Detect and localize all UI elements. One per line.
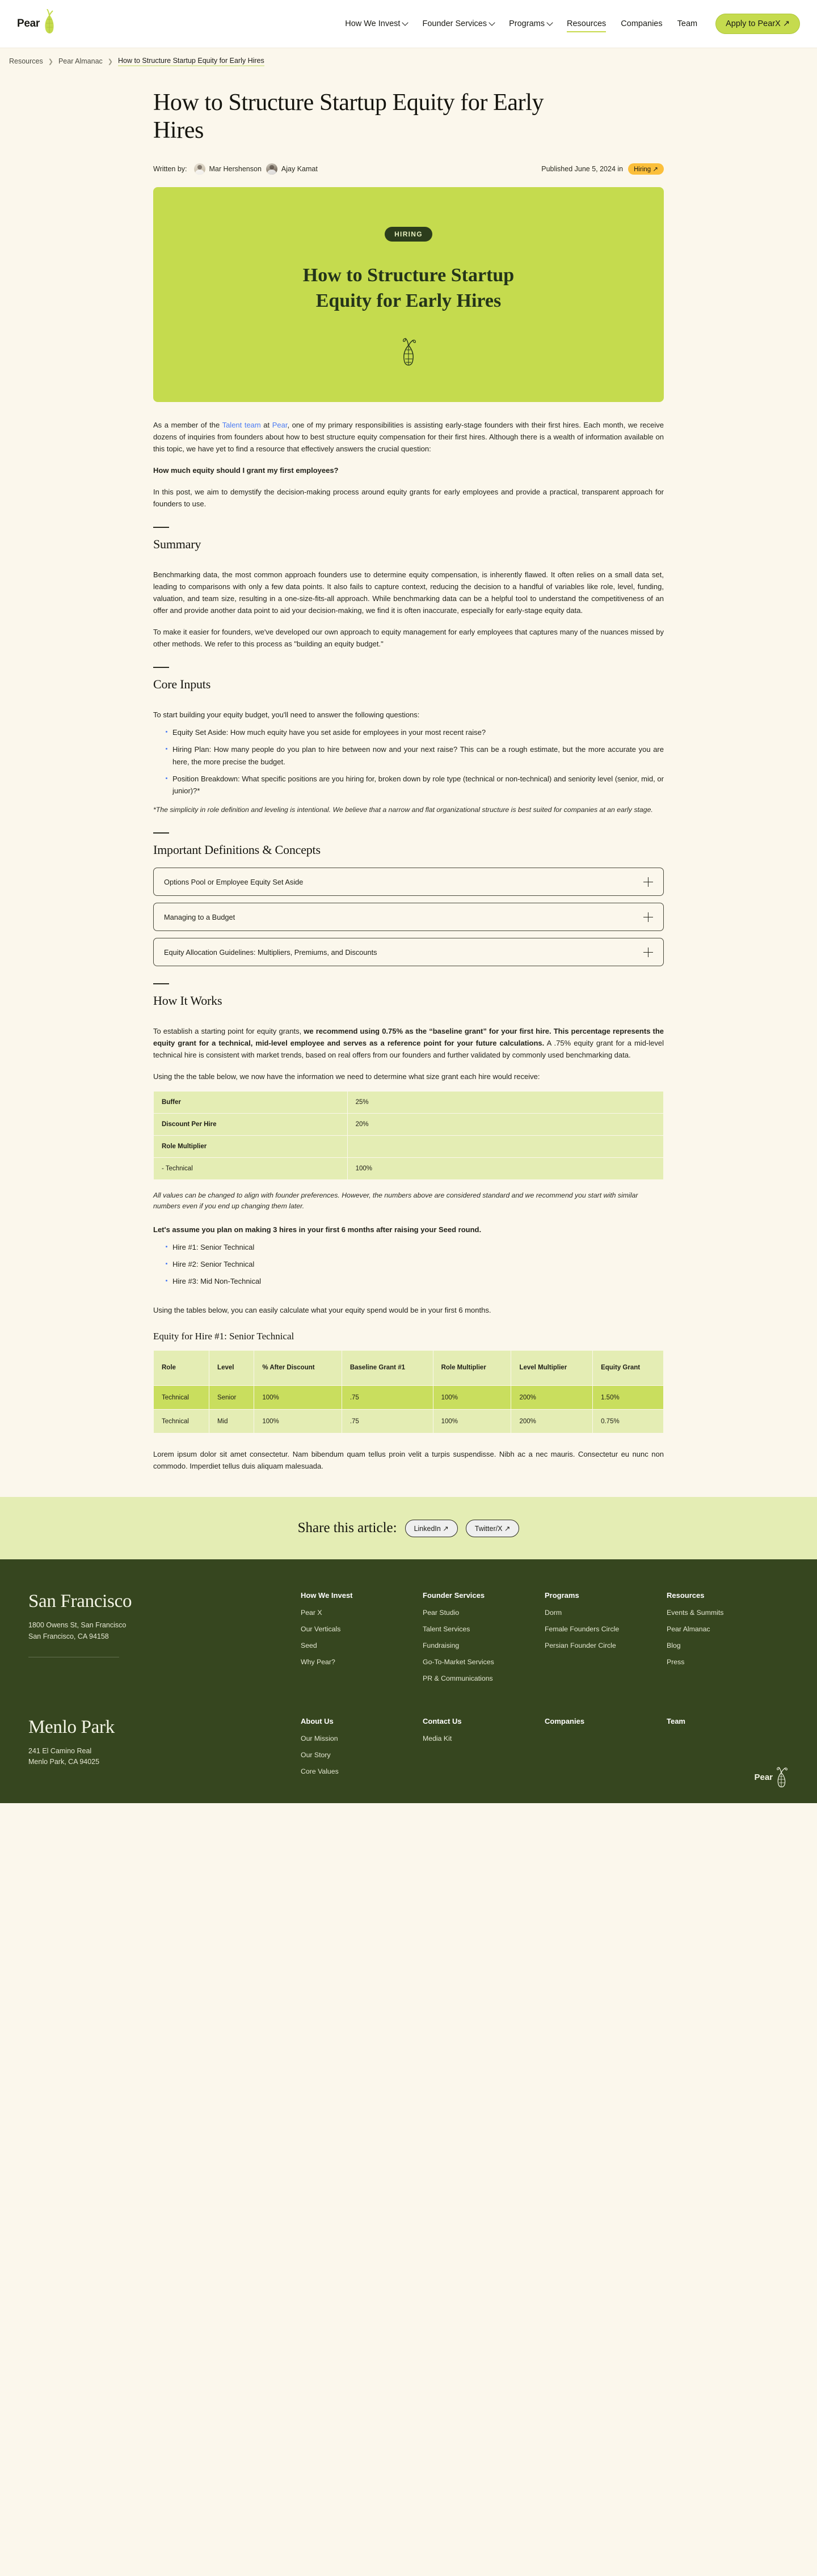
table-cell-value: 100% [347, 1157, 663, 1179]
chevron-down-icon [402, 19, 408, 26]
pear-logo-icon [774, 1766, 789, 1788]
nav-item-programs[interactable] [509, 19, 552, 28]
site-footer [0, 1559, 817, 1803]
list-item: Hire #3: Mid Non-Technical [166, 1275, 664, 1287]
column-header-equity-grant: Equity Grant [593, 1351, 664, 1386]
nav-label: Founder Services [422, 19, 487, 28]
table-cell: 100% [254, 1386, 342, 1410]
list-item: Hire #2: Senior Technical [166, 1258, 664, 1270]
share-twitter-button[interactable]: Twitter/X ↗ [466, 1520, 520, 1537]
footer-column-title: Programs [545, 1591, 579, 1600]
bullet-label: Position Breakdown: [172, 774, 240, 783]
hiw-text-b: A .75% equity grant for a mid-level technical hire is consistent with market trends, based on real offers from our founders and further validated by commonly used benchmarking data. [153, 1039, 664, 1060]
footer-link-list [301, 1735, 423, 1776]
byline [153, 163, 664, 175]
table-cell-key: Buffer [154, 1091, 348, 1113]
footer-column-title: Founder Services [423, 1591, 485, 1600]
footer-column-title: Contact Us [423, 1717, 462, 1726]
hires-list [166, 1241, 664, 1287]
nav-item-founder-services[interactable] [422, 19, 494, 28]
bullet-text: What specific positions are you hiring for, broken down by role type (technical or non-technical) and seniority level (senior, mid, or junior)?* [172, 774, 664, 795]
table-cell: 200% [511, 1386, 593, 1410]
footer-link[interactable]: Why Pear? [301, 1658, 335, 1666]
section-title-how-it-works: How It Works [153, 993, 222, 1008]
footer-link[interactable]: Talent Services [423, 1625, 470, 1634]
footer-link[interactable]: Our Verticals [301, 1625, 341, 1634]
share-section [0, 1497, 817, 1559]
footer-link[interactable]: Media Kit [423, 1735, 452, 1743]
address-line-2: San Francisco, CA 94158 [28, 1632, 109, 1640]
table-cell: .75 [342, 1410, 433, 1433]
breadcrumb-item-current: How to Structure Startup Equity for Early Hires [118, 57, 264, 66]
table-cell: 100% [254, 1410, 342, 1433]
hero-badge: HIRING [385, 227, 432, 242]
pear-logo-icon [41, 9, 58, 39]
site-header [0, 0, 817, 48]
footer-link[interactable]: PR & Communications [423, 1674, 493, 1683]
nav-item-how-we-invest[interactable] [345, 19, 407, 28]
intro-text-c: , one of my primary responsibilities is assisting early-stage founders with their first hires. Each month, we receive dozens of inquiries from founders about how to best structure equity compensation for their first hires. Although there is a wealth of information available on this topic, we have yet to find a resource that effectively answers the crucial question: [153, 420, 664, 453]
list-item [166, 726, 664, 738]
footer-link[interactable]: Events & Summits [667, 1609, 724, 1617]
how-it-works-prose [153, 1025, 664, 1082]
plus-icon[interactable] [643, 877, 653, 887]
footer-link[interactable]: Core Values [301, 1767, 339, 1776]
office-address [28, 1620, 301, 1642]
section-title-definitions: Important Definitions & Concepts [153, 843, 321, 857]
author-mar-hershenson[interactable] [194, 163, 262, 175]
address-line-1: 1800 Owens St, San Francisco [28, 1621, 127, 1630]
section-title-core-inputs: Core Inputs [153, 677, 211, 692]
table-row [154, 1410, 664, 1433]
table-cell: 100% [433, 1386, 511, 1410]
footer-link[interactable]: Pear Almanac [667, 1625, 710, 1634]
chevron-down-icon [546, 19, 553, 26]
table-row [154, 1386, 664, 1410]
footer-top-block [28, 1591, 789, 1691]
core-inputs-prose [153, 709, 664, 721]
footer-link-list [545, 1609, 667, 1651]
table-caption-hire-1: Equity for Hire #1: Senior Technical [153, 1331, 294, 1342]
share-label: Share this article: [297, 1520, 397, 1536]
outro-paragraph: Lorem ipsum dolor sit amet consectetur. Nam bibendum quam tellus proin velit a turpis suspendisse. Nibh ac a nec mauris. Consectetur eu nunc non commodo. Imperdiet tellus duis aliquam malesuada. [153, 1450, 664, 1471]
footer-link-list [423, 1609, 545, 1684]
nav-label: Programs [509, 19, 545, 28]
list-item [166, 773, 664, 797]
footer-link[interactable]: Blog [667, 1642, 681, 1650]
avatar [266, 163, 277, 175]
apply-to-pearx-button[interactable]: Apply to PearX ↗ [715, 14, 800, 34]
footer-link[interactable]: Seed [301, 1642, 317, 1650]
breadcrumb-separator-icon: ❯ [48, 58, 53, 65]
hero-pear-icon [176, 336, 641, 371]
bullet-label: Hiring Plan: [172, 745, 212, 754]
definitions-accordion [153, 868, 664, 966]
article [153, 74, 664, 1472]
accordion-label: Equity Allocation Guidelines: Multipliers, Premiums, and Discounts [164, 948, 377, 957]
section-title-summary: Summary [153, 537, 201, 552]
nav-label: Team [677, 19, 698, 28]
footer-link-list [667, 1609, 789, 1667]
table-cell: Mid [209, 1410, 254, 1433]
footer-link[interactable]: Our Story [301, 1751, 331, 1759]
accordion-label: Managing to a Budget [164, 912, 235, 921]
hero-card [153, 187, 664, 401]
accordion-label: Options Pool or Employee Equity Set Aside [164, 877, 304, 886]
intro-text-b: at [260, 420, 272, 429]
intro-question: How much equity should I grant my first employees? [153, 466, 339, 475]
intro-prose [153, 419, 664, 510]
assume-line: Let's assume you plan on making 3 hires in your first 6 months after raising your Seed round. [153, 1225, 482, 1234]
footer-pear-logo[interactable] [754, 1766, 789, 1788]
how-it-works-paragraph-1 [153, 1025, 664, 1061]
accordion-item-managing-budget[interactable] [153, 903, 664, 931]
footer-column-founder-services [423, 1591, 545, 1691]
status-badge-hiring[interactable]: Hiring ↗ [628, 163, 664, 175]
accordion-item-equity-allocation[interactable] [153, 938, 664, 966]
footer-link[interactable]: Pear Studio [423, 1609, 460, 1617]
footer-link-columns-bottom [301, 1717, 789, 1784]
table-cell-value: 25% [347, 1091, 663, 1113]
footer-link[interactable]: Go-To-Market Services [423, 1658, 494, 1666]
table-cell: Senior [209, 1386, 254, 1410]
equity-parameters-table [153, 1091, 664, 1180]
section-rule [153, 832, 169, 834]
table-cell: 200% [511, 1410, 593, 1433]
table-row [154, 1113, 664, 1135]
footer-column-title: How We Invest [301, 1591, 353, 1600]
pear-logo[interactable] [17, 9, 58, 39]
column-header-role-multiplier: Role Multiplier [433, 1351, 511, 1386]
column-header-after-discount: % After Discount [254, 1351, 342, 1386]
footer-column-title: Resources [667, 1591, 705, 1600]
section-rule [153, 527, 169, 528]
footer-link-list [301, 1609, 423, 1667]
core-inputs-list [166, 726, 664, 796]
column-header-level: Level [209, 1351, 254, 1386]
how-it-works-paragraph-2: Using the the table below, we now have the information we need to determine what size grant each hire would receive: [153, 1072, 540, 1081]
breadcrumb [0, 48, 817, 74]
bullet-label: Equity Set Aside: [172, 728, 229, 737]
table-cell: Technical [154, 1410, 209, 1433]
office-city: San Francisco [28, 1591, 132, 1612]
footer-column-title: About Us [301, 1717, 334, 1726]
summary-prose [153, 569, 664, 650]
footer-link[interactable]: Dorm [545, 1609, 562, 1617]
chevron-down-icon [488, 19, 495, 26]
table-cell: 100% [433, 1410, 511, 1433]
office-city: Menlo Park [28, 1717, 115, 1738]
hiw-text-a: To establish a starting point for equity grants, [153, 1027, 304, 1036]
table-cell: Technical [154, 1386, 209, 1410]
plus-icon[interactable] [643, 912, 653, 922]
footer-link-columns-top [301, 1591, 789, 1691]
logo-text: Pear [17, 18, 40, 29]
outro-prose [153, 1448, 664, 1472]
closing-line: Using the tables below, you can easily calculate what your equity spend would be in your first 6 months. [153, 1306, 491, 1315]
page-title: How to Structure Startup Equity for Early Hires [153, 90, 544, 143]
closing-prose [153, 1304, 664, 1316]
office-address [28, 1746, 301, 1768]
footer-column-contact-us [423, 1717, 545, 1784]
bullet-text: How many people do you plan to hire between now and your next raise? This can be a rough estimate, but the more accurate you are here, the more precise the budget. [172, 745, 664, 766]
list-item: Hire #1: Senior Technical [166, 1241, 664, 1253]
footer-column-how-we-invest [301, 1591, 423, 1691]
column-header-role: Role [154, 1351, 209, 1386]
published-date: Published June 5, 2024 in [541, 165, 624, 174]
table-row [154, 1135, 664, 1157]
breadcrumb-separator-icon: ❯ [107, 58, 113, 65]
assume-prose [153, 1224, 664, 1236]
footer-column-about-us [301, 1717, 423, 1784]
nav-label: Resources [566, 19, 607, 28]
nav-item-companies[interactable] [621, 19, 662, 28]
core-inputs-footnote: *The simplicity in role definition and leveling is intentional. We believe that a narrow and flat organizational structure is best suited for companies at an early stage. [153, 805, 653, 814]
written-by-label: Written by: [153, 165, 187, 174]
office-menlo-park [28, 1717, 301, 1784]
table-row [154, 1091, 664, 1113]
table-cell-key: Role Multiplier [154, 1135, 348, 1157]
column-header-baseline-grant: Baseline Grant #1 [342, 1351, 433, 1386]
accordion-item-options-pool[interactable] [153, 868, 664, 896]
author-name: Ajay Kamat [281, 165, 318, 174]
footer-logo-text: Pear [754, 1772, 773, 1782]
section-rule [153, 667, 169, 668]
table-note: All values can be changed to align with founder preferences. However, the numbers above are considered standard and we recommend you start with similar numbers even if you end up changing them later. [153, 1191, 638, 1211]
footer-column-programs [545, 1591, 667, 1691]
footer-bottom-block [28, 1717, 789, 1784]
footer-column-title[interactable]: Team [667, 1717, 685, 1726]
column-header-level-multiplier: Level Multiplier [511, 1351, 593, 1386]
nav-item-team[interactable] [677, 19, 697, 28]
footer-column-companies [545, 1717, 667, 1784]
avatar [194, 163, 205, 175]
intro-text-a: As a member of the [153, 420, 222, 429]
intro-paragraph-1 [153, 419, 664, 455]
list-item [166, 743, 664, 767]
footer-link[interactable]: Persian Founder Circle [545, 1642, 616, 1650]
footer-link[interactable]: Female Founders Circle [545, 1625, 620, 1634]
author-name: Mar Hershenson [209, 165, 262, 174]
table-header-row [154, 1351, 664, 1386]
intro-paragraph-2: In this post, we aim to demystify the decision-making process around equity grants for early employees and provide a practical, transparent approach for founders to use. [153, 488, 664, 509]
breadcrumb-item-resources[interactable]: Resources [9, 57, 43, 65]
main-navigation [345, 14, 800, 34]
table-cell: .75 [342, 1386, 433, 1410]
footer-link[interactable]: Fundraising [423, 1642, 460, 1650]
footer-link[interactable]: Press [667, 1658, 685, 1666]
table-cell-key: Discount Per Hire [154, 1113, 348, 1135]
hero-title: How to Structure Startup Equity for Early Hires [302, 265, 515, 311]
author-ajay-kamat[interactable] [266, 163, 318, 175]
summary-paragraph-1: Benchmarking data, the most common approach founders use to determine equity compensation, is inherently flawed. It often relies on a small data set, leading to comparisons with only a few data points. It also fails to capture context, reducing the decision to a handful of variables like role, level, funding, valuation, and team size, resulting in a one-size-fits-all approach. While benchmarking data can be a helpful tool to understand the competitiveness of an offer and provide another data point to aid your decision-making, we find it is often inaccurate, especially for early-stage equity data. [153, 570, 664, 615]
pear-link[interactable]: Pear [272, 420, 288, 429]
table-cell-value [347, 1135, 663, 1157]
footer-link-list [423, 1735, 545, 1744]
footer-link[interactable]: Our Mission [301, 1735, 338, 1743]
table-row [154, 1157, 664, 1179]
table-cell-value: 20% [347, 1113, 663, 1135]
table-cell: 0.75% [593, 1410, 664, 1433]
bullet-text: How much equity have you set aside for employees in your most recent raise? [228, 728, 486, 737]
office-san-francisco [28, 1591, 301, 1691]
plus-icon[interactable] [643, 948, 653, 957]
summary-paragraph-2: To make it easier for founders, we've developed our own approach to equity management for early employees that captures many of the nuances missed by other methods. We refer to this process as "building an equity budget." [153, 628, 664, 649]
breadcrumb-item-pear-almanac[interactable]: Pear Almanac [58, 57, 103, 65]
footer-link[interactable]: Pear X [301, 1609, 322, 1617]
table-cell: 1.50% [593, 1386, 664, 1410]
equity-hire1-table [153, 1350, 664, 1433]
address-line-1: 241 El Camino Real [28, 1747, 92, 1756]
talent-team-link[interactable]: Talent team [222, 420, 261, 429]
nav-label: Companies [621, 19, 663, 28]
nav-item-resources[interactable] [567, 19, 606, 28]
core-inputs-intro: To start building your equity budget, you'll need to answer the following questions: [153, 710, 420, 720]
address-line-2: Menlo Park, CA 94025 [28, 1758, 100, 1766]
table-cell-key: - Technical [154, 1157, 348, 1179]
share-linkedin-button[interactable]: LinkedIn ↗ [405, 1520, 458, 1537]
footer-column-resources [667, 1591, 789, 1691]
hiw-text-bold: we recommend using 0.75% as the “baseline grant” for your first hire. This percentage represents the equity grant for a technical, mid-level employee and serves as a reference point for your future calculations. [153, 1027, 664, 1048]
footer-column-title[interactable]: Companies [545, 1717, 585, 1726]
section-rule [153, 983, 169, 984]
nav-label: How We Invest [345, 19, 401, 28]
